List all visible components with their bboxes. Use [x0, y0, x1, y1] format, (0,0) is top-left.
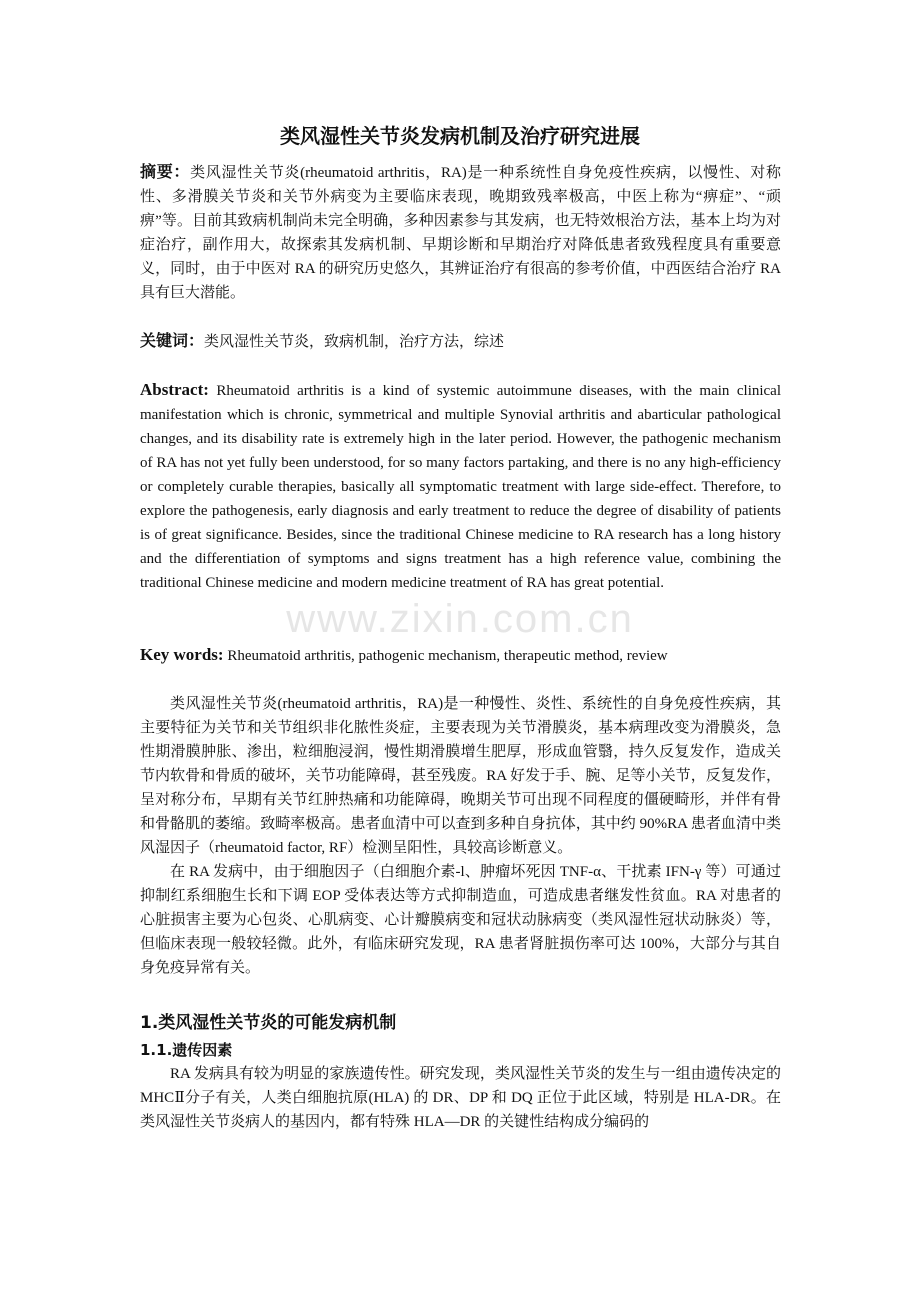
- abstract-cn: [140, 160, 781, 305]
- abstract-cn-label: 摘要：: [140, 162, 191, 181]
- section-heading: 1.类风湿性关节炎的可能发病机制: [140, 1013, 397, 1033]
- body-text: [140, 692, 781, 980]
- abstract-en-text: Rheumatoid arthritis is a kind of systemic autoimmune diseases, with the main clinical manifestation which is chronic, symmetrical and multiple Synovial arthritis and abarticular pathological changes, and its disability rate is extremely high in the later period. However, the pathogenic mechanism of RA has not yet fully been understood, for so many factors partaking, and there is no any high-efficiency or completely curable therapies, basically all symptomatic treatment with large side-effect. Therefore, to explore the pathogenesis, early diagnosis and early treatment to reduce the degree of disability of patients is of great significance. Besides, since the traditional Chinese medicine to RA research has a long history and the differentiation of symptoms and signs treatment has a high reference value, combining the traditional Chinese medicine and modern medicine treatment of RA has great potential.: [140, 383, 782, 591]
- watermark: www.zixin.com.cn: [286, 597, 634, 641]
- keywords-en-text: Rheumatoid arthritis, pathogenic mechanism, therapeutic method, review: [227, 648, 668, 664]
- subsection-heading: 1.1.遗传因素: [140, 1041, 233, 1059]
- abstract-cn-text: 类风湿性关节炎(rheumatoid arthritis，RA)是一种系统性自身免疫性疾病，以慢性、对称性、多滑膜关节炎和关节外病变为主要临床表现，晚期致残率极高，中医上称为“痹症”、“顽痹”等。目前其致病机制尚未完全明确，多种因素参与其发病，也无特效根治方法，基本上均为对症治疗，副作用大，故探索其发病机制、早期诊断和早期治疗对降低患者致残程度具有重要意义，同时，由于中医对 RA 的研究历史悠久，其辨证治疗有很高的参考价值，中西医结合治疗 RA 具有巨大潜能。: [140, 165, 781, 301]
- keywords-en-label: Key words:: [140, 645, 224, 664]
- abstract-en-label: Abstract:: [140, 380, 209, 399]
- document-title: 类风湿性关节炎发病机制及治疗研究进展: [280, 124, 640, 148]
- body-paragraph: 在 RA 发病中，由于细胞因子（白细胞介素-l、肿瘤坏死因 TNF-α、干扰素 IFN-γ 等）可通过抑制红系细胞生长和下调 EOP 受体表达等方式抑制造血，可造成患者继发性贫血。RA 对患者的心脏损害主要为心包炎、心肌病变、心计瓣膜病变和冠状动脉病变（类风湿性冠状动脉炎）等，但临床表现一般较轻微。此外，有临床研究发现，RA 患者肾脏损伤率可达 100%，大部分与其自身免疫异常有关。: [140, 864, 781, 976]
- keywords-cn-label: 关键词：: [140, 331, 205, 350]
- body-paragraph: 类风湿性关节炎(rheumatoid arthritis，RA)是一种慢性、炎性、系统性的自身免疫性疾病，其主要特征为关节和关节组织非化脓性炎症，主要表现为关节滑膜炎，基本病理改变为滑膜炎，急性期滑膜肿胀、渗出，粒细胞浸润，慢性期滑膜增生肥厚，形成血管翳，持久反复发作，造成关节内软骨和骨质的破坏，关节功能障碍，甚至残废。RA 好发于手、腕、足等小关节，反复发作，呈对称分布，早期有关节红肿热痛和功能障碍，晚期关节可出现不同程度的僵硬畸形，并伴有骨和骨骼肌的萎缩。致畸率极高。患者血清中可以查到多种自身抗体，其中约 90%RA 患者血清中类风湿因子（rheumatoid factor, RF）检测呈阳性，具较高诊断意义。: [140, 696, 781, 856]
- keywords-cn-text: 类风湿性关节炎，致病机制，治疗方法，综述: [204, 334, 505, 350]
- section-text: [140, 1062, 781, 1134]
- body-paragraph: RA 发病具有较为明显的家族遗传性。研究发现，类风湿性关节炎的发生与一组由遗传决定的 MHCⅡ分子有关，人类白细胞抗原(HLA) 的 DR、DP 和 DQ 正位于此区域，特别是 HLA-DR。在类风湿性关节炎病人的基因内，都有特殊 HLA—DR 的关键性结构成分编码的: [140, 1066, 781, 1130]
- abstract-en: [140, 378, 781, 595]
- keywords-cn: [140, 329, 781, 354]
- keywords-en: [140, 643, 781, 668]
